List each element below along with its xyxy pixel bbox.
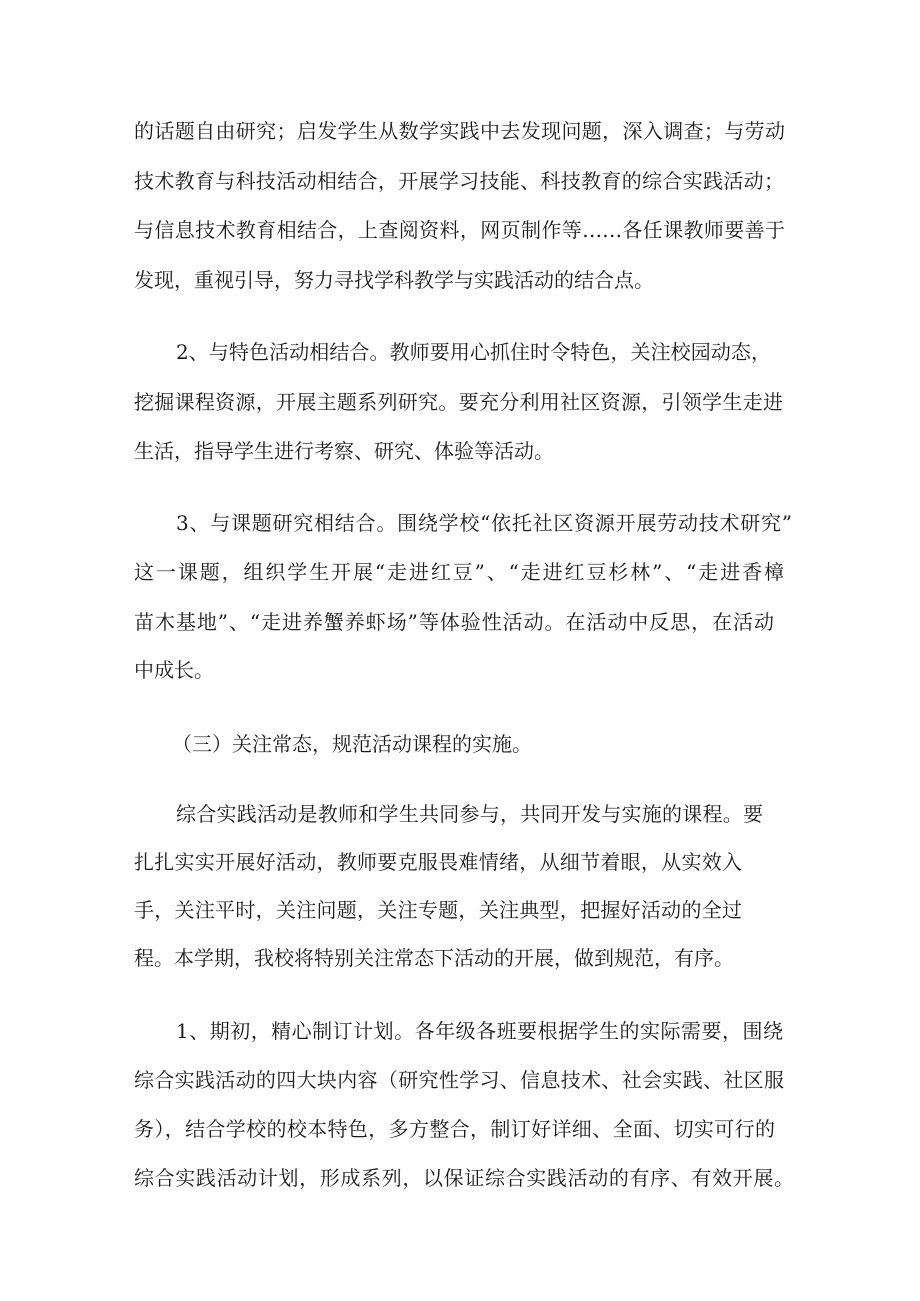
paragraph-1-line-1: 的话题自由研究；启发学生从数学实践中去发现问题，深入调查；与劳动 (134, 119, 785, 143)
paragraph-4-line-2: 扎扎实实开展好活动，教师要克服畏难情绪，从细节着眼，从实效入 (134, 850, 742, 874)
paragraph-3-line-2: 这一课题，组织学生开展“走进红豆”、“走进红豆杉林”、“走进香樟 (134, 560, 784, 584)
paragraph-3-line-4: 中成长。 (134, 658, 214, 682)
paragraph-4-line-4: 程。本学期，我校将特别关注常态下活动的开展，做到规范，有序。 (134, 946, 734, 970)
paragraph-5-line-2: 综合实践活动的四大块内容（研究性学习、信息技术、社会实践、社区服 (134, 1068, 784, 1092)
paragraph-2-line-1: 2、与特色活动相结合。教师要用心抓住时令特色，关注校园动态， (176, 340, 771, 364)
paragraph-3-line-1: 3、与课题研究相结合。围绕学校“依托社区资源开展劳动技术研究” (176, 511, 792, 535)
paragraph-1-line-2: 技术教育与科技活动相结合，开展学习技能、科技教育的综合实践活动； (134, 169, 784, 193)
section-heading: （三）关注常态，规范活动课程的实施。 (172, 732, 532, 756)
paragraph-2-line-3: 生活，指导学生进行考察、研究、体验等活动。 (134, 439, 554, 463)
paragraph-4-line-3: 手，关注平时，关注问题，关注专题，关注典型，把握好活动的全过 (134, 898, 742, 922)
paragraph-4-line-1: 综合实践活动是教师和学生共同参与，共同开发与实施的课程。要 (176, 802, 763, 826)
paragraph-5-line-3: 务），结合学校的校本特色，多方整合，制订好详细、全面、切实可行的 (134, 1117, 775, 1141)
paragraph-2-line-2: 挖掘课程资源，开展主题系列研究。要充分利用社区资源，引领学生走进 (134, 390, 783, 414)
paragraph-3-line-3: 苗木基地”、“走进养蟹养虾场”等体验性活动。在活动中反思，在活动 (134, 610, 774, 634)
paragraph-5-line-1: 1、期初，精心制订计划。各年级各班要根据学生的实际需要，围绕 (176, 1019, 783, 1043)
paragraph-1-line-4: 发现，重视引导，努力寻找学科教学与实践活动的结合点。 (134, 268, 654, 292)
paragraph-1-line-3: 与信息技术教育相结合，上查阅资料，网页制作等……各任课教师要善于 (134, 218, 785, 242)
paragraph-5-line-4: 综合实践活动计划，形成系列，以保证综合实践活动的有序、有效开展。 (134, 1166, 794, 1190)
